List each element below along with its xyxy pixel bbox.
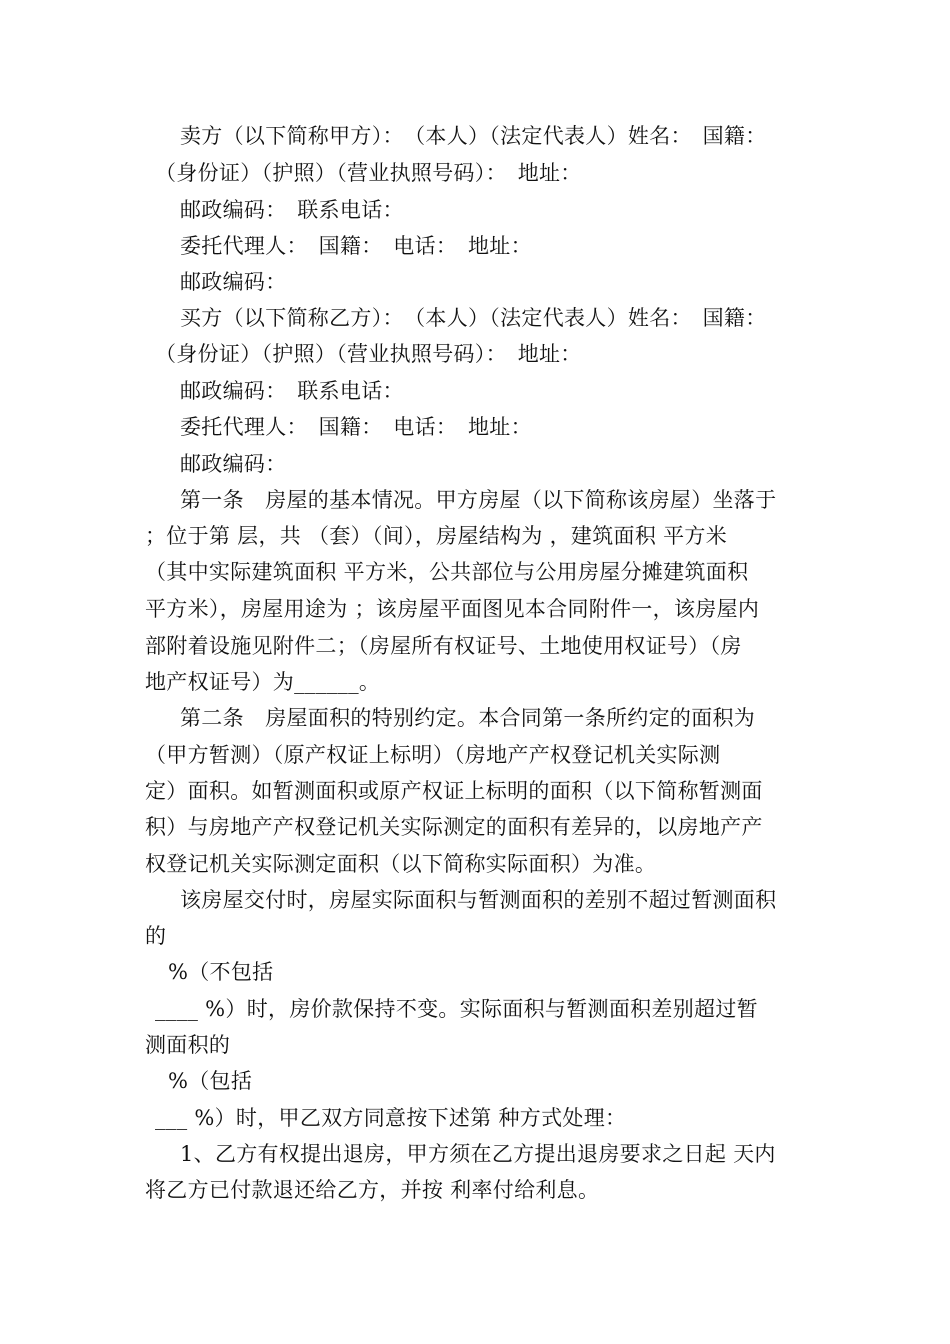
seller-agent-line: 委托代理人： 国籍： 电话： 地址： <box>180 234 532 258</box>
article-1-line-1: 第一条 房屋的基本情况。甲方房屋（以下简称该房屋）坐落于 <box>180 488 777 512</box>
option-1-line-1: 1、乙方有权提出退房，甲方须在乙方提出退房要求之日起 天内 <box>180 1142 776 1166</box>
seller-id-line: （身份证）（护照）（营业执照号码）： 地址： <box>155 161 582 185</box>
buyer-id-line: （身份证）（护照）（营业执照号码）： 地址： <box>155 342 582 366</box>
option-1-line-2: 将乙方已付款退还给乙方，并按 利率付给利息。 <box>145 1178 600 1202</box>
article-1-line-4: 平方米），房屋用途为 ；该房屋平面图见本合同附件一，该房屋内 <box>145 597 760 621</box>
seller-agent-postcode-line: 邮政编码： <box>180 270 287 294</box>
seller-postcode-line: 邮政编码： 联系电话： <box>180 198 404 222</box>
article-1-line-6: 地产权证号）为______。 <box>145 670 381 694</box>
article-2-line-1: 第二条 房屋面积的特别约定。本合同第一条所约定的面积为 <box>180 706 756 730</box>
delivery-line-4: ____ %）时，房价款保持不变。实际面积与暂测面积差别超过暂 <box>155 997 758 1021</box>
delivery-line-2: 的 <box>145 924 167 948</box>
article-1-line-5: 部附着设施见附件二；（房屋所有权证号、土地使用权证号）（房 <box>145 634 742 658</box>
buyer-line: 买方（以下简称乙方）： （本人）（法定代表人）姓名： 国籍： <box>180 306 767 330</box>
article-2-line-5: 权登记机关实际测定面积（以下简称实际面积）为准。 <box>145 852 657 876</box>
delivery-line-1: 该房屋交付时，房屋实际面积与暂测面积的差别不超过暂测面积 <box>180 888 777 912</box>
article-1-line-3: （其中实际建筑面积 平方米，公共部位与公用房屋分摊建筑面积 <box>145 560 749 584</box>
delivery-line-7: ___ %）时，甲乙双方同意按下述第 种方式处理： <box>155 1106 627 1130</box>
article-2-line-2: （甲方暂测）（原产权证上标明）（房地产产权登记机关实际测 <box>145 743 721 767</box>
article-2-line-3: 定）面积。如暂测面积或原产权证上标明的面积（以下简称暂测面 <box>145 779 763 803</box>
delivery-line-3: %（不包括 <box>168 960 274 984</box>
buyer-agent-postcode-line: 邮政编码： <box>180 452 287 476</box>
buyer-agent-line: 委托代理人： 国籍： 电话： 地址： <box>180 415 532 439</box>
delivery-line-5: 测面积的 <box>145 1033 231 1057</box>
delivery-line-6: %（包括 <box>168 1069 253 1093</box>
article-2-line-4: 积）与房地产产权登记机关实际测定的面积有差异的，以房地产产 <box>145 815 763 839</box>
seller-line: 卖方（以下简称甲方）： （本人）（法定代表人）姓名： 国籍： <box>180 124 767 148</box>
article-1-line-2: ；位于第 层，共 （套）（间），房屋结构为 ，建筑面积 平方米 <box>145 524 727 548</box>
buyer-postcode-line: 邮政编码： 联系电话： <box>180 379 404 403</box>
